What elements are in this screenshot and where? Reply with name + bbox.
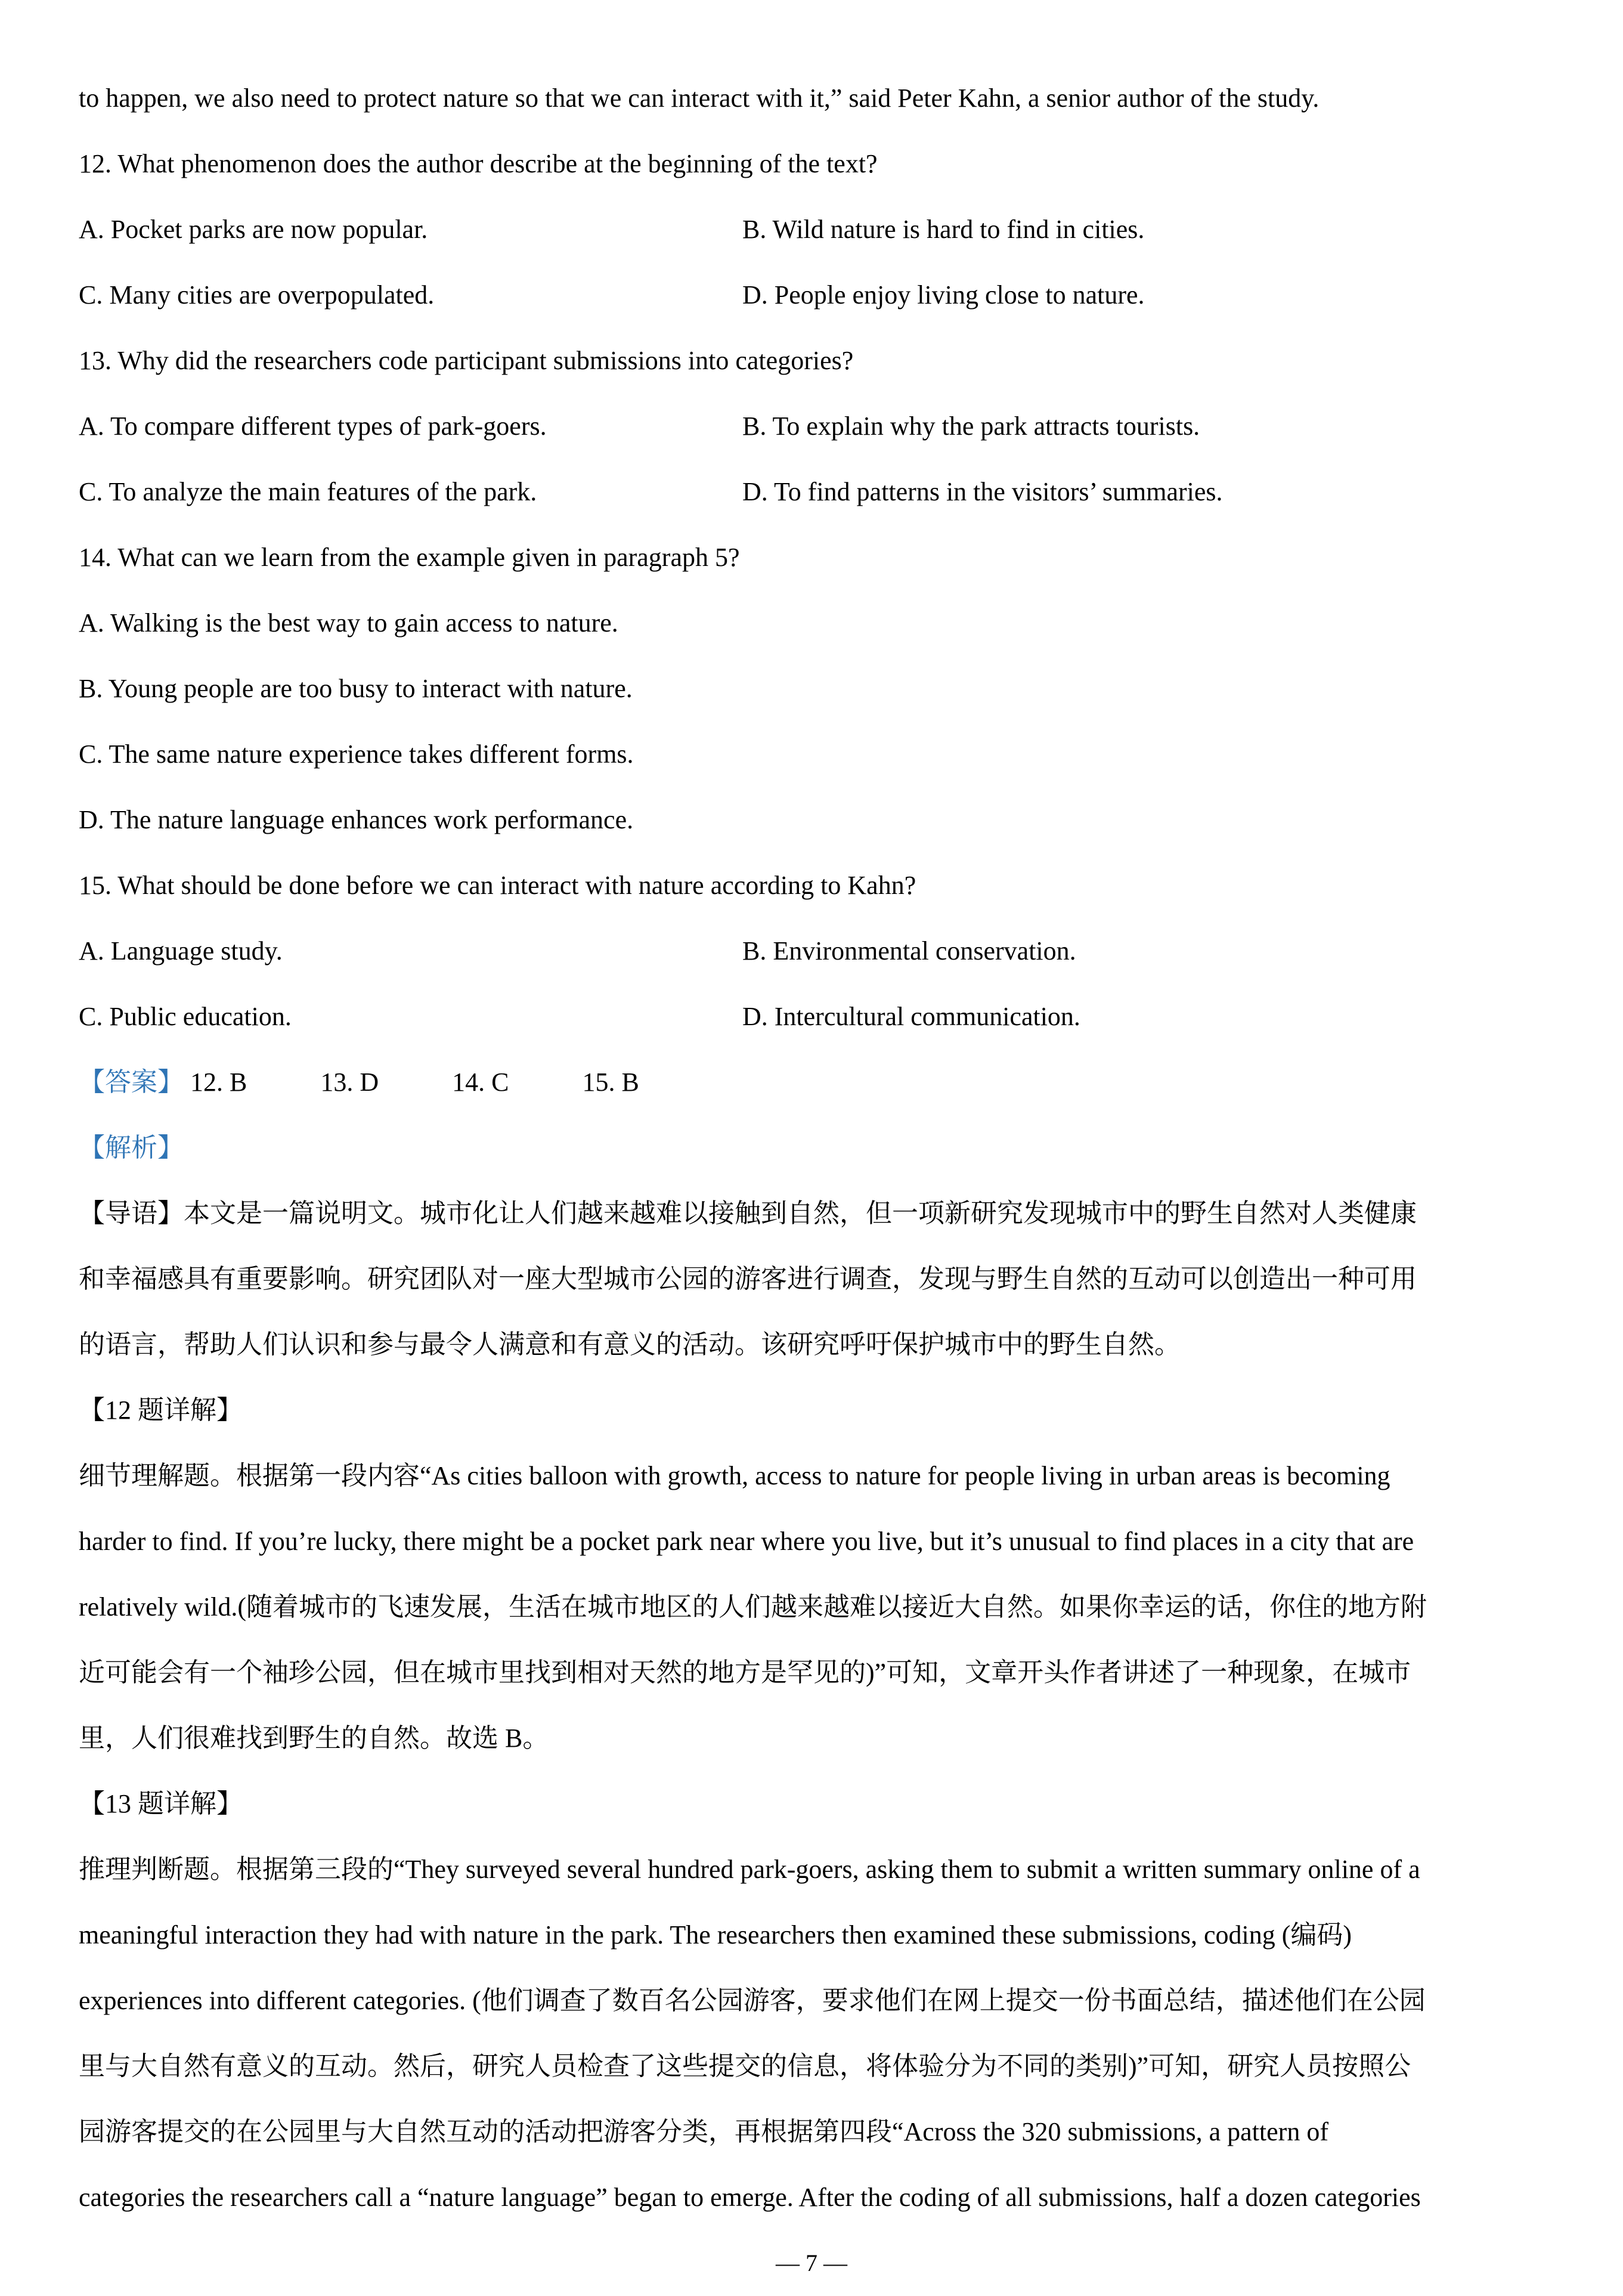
question-15-options-row-2 (79, 984, 1545, 1050)
explanation-12-line-5: 里，人们很难找到野生的自然。故选 B。 (79, 1723, 549, 1753)
question-15-option-b: B. Environmental conservation. (742, 936, 1076, 966)
question-12-option-a: A. Pocket parks are now popular. (79, 215, 428, 244)
question-12-option-b: B. Wild nature is hard to find in cities. (742, 215, 1145, 244)
question-14-option-a: A. Walking is the best way to gain access to nature. (79, 608, 618, 638)
question-13-stem: 13. Why did the researchers code participant submissions into categories? (79, 346, 854, 375)
question-15-options-row-1 (79, 918, 1545, 984)
explanation-12-line-2: harder to find. If you’re lucky, there might be a pocket park near where you live, but it’s unusual to find places in a city that are (79, 1527, 1414, 1556)
question-13-option-b: B. To explain why the park attracts tourists. (742, 411, 1200, 441)
question-12-stem: 12. What phenomenon does the author describe at the beginning of the text? (79, 149, 878, 178)
explanation-13-line-4: 里与大自然有意义的互动。然后，研究人员检查了这些提交的信息，将体验分为不同的类别)”可知，研究人员按照公 (79, 2051, 1411, 2081)
question-14-option-c: C. The same nature experience takes different forms. (79, 739, 634, 769)
question-15-option-d: D. Intercultural communication. (742, 1002, 1080, 1031)
explanation-13-line-6: categories the researchers call a “nature language” began to emerge. After the coding of all submissions, half a dozen categories (79, 2183, 1421, 2212)
explanation-13-line-1: 推理判断题。根据第三段的“They surveyed several hundred park-goers, asking them to submit a written summary online of a (79, 1855, 1420, 1884)
question-13-options-row-1 (79, 394, 1545, 459)
explanation-13-heading: 【13 题详解】 (79, 1789, 243, 1818)
explanation-12-heading: 【12 题详解】 (79, 1395, 243, 1425)
explanation-13-line-3: experiences into different categories. (他们调查了数百名公园游客，要求他们在网上提交一份书面总结，描述他们在公园 (79, 1986, 1426, 2015)
explanation-12-line-1: 细节理解题。根据第一段内容“As cities balloon with growth, access to nature for people living in urban areas is becoming (79, 1461, 1390, 1490)
answer-item-14: 14. C (452, 1067, 509, 1097)
analysis-label: 【解析】 (79, 1133, 184, 1162)
explanation-13-line-5: 园游客提交的在公园里与大自然互动的活动把游客分类，再根据第四段“Across the 320 submissions, a pattern of (79, 2117, 1328, 2146)
question-14-option-b: B. Young people are too busy to interact with nature. (79, 674, 633, 703)
answers-label: 【答案】 (79, 1067, 184, 1097)
question-15-stem: 15. What should be done before we can interact with nature according to Kahn? (79, 871, 916, 900)
passage-tail-line: to happen, we also need to protect nature so that we can interact with it,” said Peter Kahn, a senior author of the study. (79, 83, 1320, 113)
explanation-13-line-2: meaningful interaction they had with nature in the park. The researchers then examined these submissions, coding (编码) (79, 1920, 1352, 1950)
lead-note-line-1: 【导语】本文是一篇说明文。城市化让人们越来越难以接触到自然，但一项新研究发现城市中的野生自然对人类健康 (79, 1199, 1417, 1228)
question-13-option-c: C. To analyze the main features of the park. (79, 477, 537, 506)
page-body (79, 66, 1545, 2230)
question-13-options-row-2 (79, 459, 1545, 525)
question-14-stem: 14. What can we learn from the example given in paragraph 5? (79, 543, 740, 572)
answer-item-12: 12. B (190, 1067, 247, 1097)
question-12-options-row-2 (79, 262, 1545, 328)
explanation-12-line-3: relatively wild.(随着城市的飞速发展，生活在城市地区的人们越来越难以接近大自然。如果你幸运的话，你住的地方附 (79, 1592, 1427, 1622)
question-12-options-row-1 (79, 197, 1545, 262)
question-13-option-d: D. To find patterns in the visitors’ summaries. (742, 477, 1223, 506)
lead-note-line-2: 和幸福感具有重要影响。研究团队对一座大型城市公园的游客进行调查，发现与野生自然的互动可以创造出一种可用 (79, 1264, 1417, 1294)
analysis-heading (79, 1115, 1545, 1181)
lead-note-line-3: 的语言，帮助人们认识和参与最令人满意和有意义的活动。该研究呼吁保护城市中的野生自然。 (79, 1330, 1181, 1359)
question-14-option-d: D. The nature language enhances work performance. (79, 805, 634, 834)
answers-row (79, 1050, 1545, 1115)
answer-item-13: 13. D (320, 1067, 379, 1097)
question-15-option-c: C. Public education. (79, 1002, 292, 1031)
explanation-12-line-4: 近可能会有一个袖珍公园，但在城市里找到相对天然的地方是罕见的)”可知，文章开头作者讲述了一种现象，在城市 (79, 1658, 1411, 1687)
question-13-option-a: A. To compare different types of park-goers. (79, 411, 547, 441)
question-12-option-c: C. Many cities are overpopulated. (79, 280, 435, 310)
answer-item-15: 15. B (582, 1067, 639, 1097)
question-15-option-a: A. Language study. (79, 936, 283, 966)
question-12-option-d: D. People enjoy living close to nature. (742, 280, 1145, 310)
page-number: — 7 — (776, 2249, 847, 2276)
